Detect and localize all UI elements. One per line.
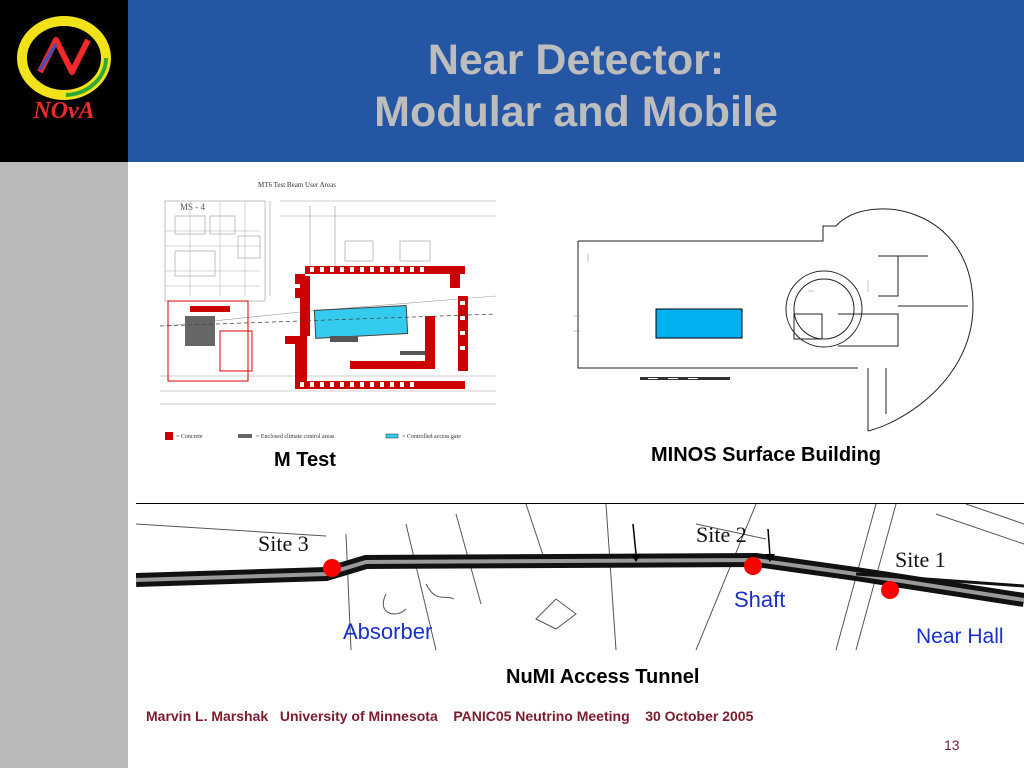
footer-date: 30 October 2005 [645, 708, 754, 724]
minos-caption: MINOS Surface Building [651, 444, 882, 466]
near-hall-label: Near Hall [916, 625, 1004, 648]
site1-label: Site 1 [895, 547, 946, 572]
logo-wordmark: NOvA [33, 98, 95, 124]
minos-building-plan [568, 196, 976, 444]
absorber-label: Absorber [343, 619, 433, 644]
site3-marker [323, 559, 341, 577]
mtest-caption: M Test [274, 449, 336, 471]
footer [146, 708, 753, 724]
numi-caption: NuMI Access Tunnel [506, 666, 700, 688]
page-title [128, 34, 1024, 138]
site1-marker [881, 581, 899, 599]
shaft-label: Shaft [734, 587, 786, 612]
numi-tunnel-map [136, 503, 1024, 649]
site2-marker [744, 557, 762, 575]
legend-climate: = Enclosed climate control areas [256, 434, 335, 440]
footer-author: Marvin L. Marshak [146, 708, 269, 724]
title-line-2: Modular and Mobile [374, 88, 778, 136]
legend-gate: = Controlled access gate [402, 434, 461, 440]
footer-affiliation: University of Minnesota [279, 708, 438, 724]
site2-label: Site 2 [696, 522, 747, 547]
site3-label: Site 3 [258, 531, 309, 556]
mtest-ms4-label: MS - 4 [180, 202, 206, 212]
legend-concrete: = Concrete [176, 434, 203, 440]
mtest-floorplan [160, 176, 496, 444]
mtest-heading: MT6 Test Beam User Areas [258, 181, 336, 189]
nova-logo [0, 0, 128, 162]
page-number: 13 [944, 737, 960, 753]
footer-event: PANIC05 Neutrino Meeting [453, 708, 630, 724]
title-line-1: Near Detector: [427, 36, 725, 84]
